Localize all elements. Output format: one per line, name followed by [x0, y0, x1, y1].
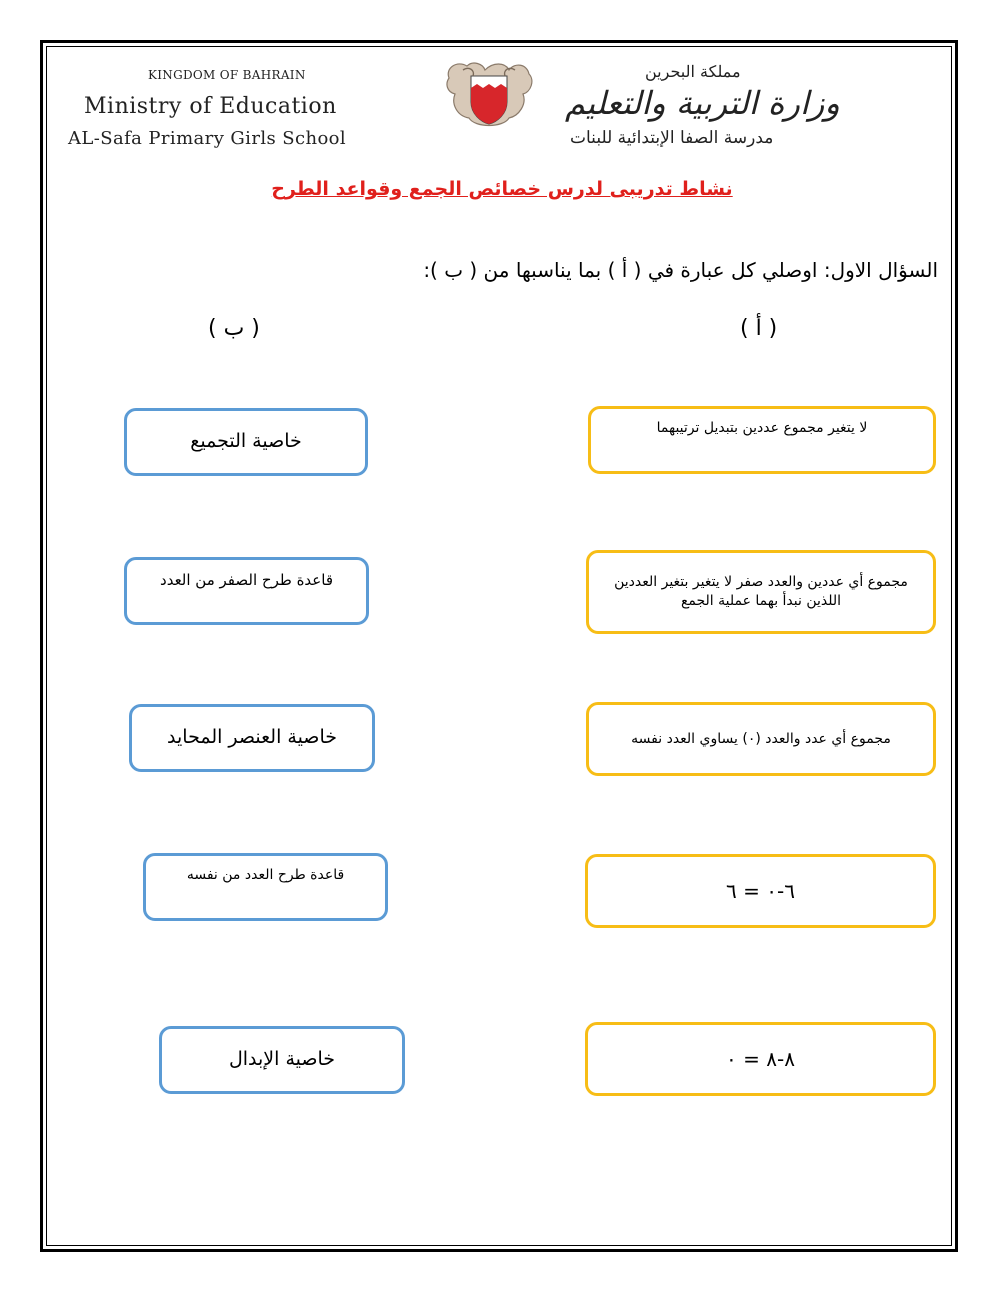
- column-b-item-4[interactable]: قاعدة طرح العدد من نفسه: [143, 853, 388, 921]
- kingdom-ar: مملكة البحرين: [645, 62, 741, 81]
- column-b-item-1[interactable]: خاصية التجميع: [124, 408, 368, 476]
- ministry-ar: وزارة التربية والتعليم: [565, 84, 840, 122]
- bahrain-emblem-icon: [443, 58, 535, 134]
- column-b-item-3[interactable]: خاصية العنصر المحايد: [129, 704, 375, 772]
- page-title: نشاط تدريبى لدرس خصائص الجمع وقواعد الطرح: [271, 178, 733, 200]
- question-text: السؤال الاول: اوصلي كل عبارة في ( أ ) بما يناسبها من ( ب ):: [423, 258, 938, 282]
- column-a-item-1[interactable]: لا يتغير مجموع عددين بتبديل ترتيبهما: [588, 406, 936, 474]
- school-ar: مدرسة الصفا الإبتدائية للبنات: [570, 128, 774, 148]
- column-a-item-3[interactable]: مجموع أي عدد والعدد (٠) يساوي العدد نفسه: [586, 702, 936, 776]
- column-b-item-2[interactable]: قاعدة طرح الصفر من العدد: [124, 557, 369, 625]
- column-a-label: ( أ ): [740, 316, 778, 341]
- column-a-item-4[interactable]: ٦-٠ = ٦: [585, 854, 936, 928]
- column-a-item-2[interactable]: مجموع أي عددين والعدد صفر لا يتغير بتغير العددين اللذين نبدأ بهما عملية الجمع: [586, 550, 936, 634]
- school-en: AL-Safa Primary Girls School: [68, 128, 347, 149]
- ministry-en: Ministry of Education: [84, 94, 337, 119]
- column-b-label: ( ب ): [208, 316, 260, 341]
- column-b-item-5[interactable]: خاصية الإبدال: [159, 1026, 405, 1094]
- column-a-item-5[interactable]: ٨-٨ = ٠: [585, 1022, 936, 1096]
- kingdom-en: KINGDOM OF BAHRAIN: [148, 68, 306, 82]
